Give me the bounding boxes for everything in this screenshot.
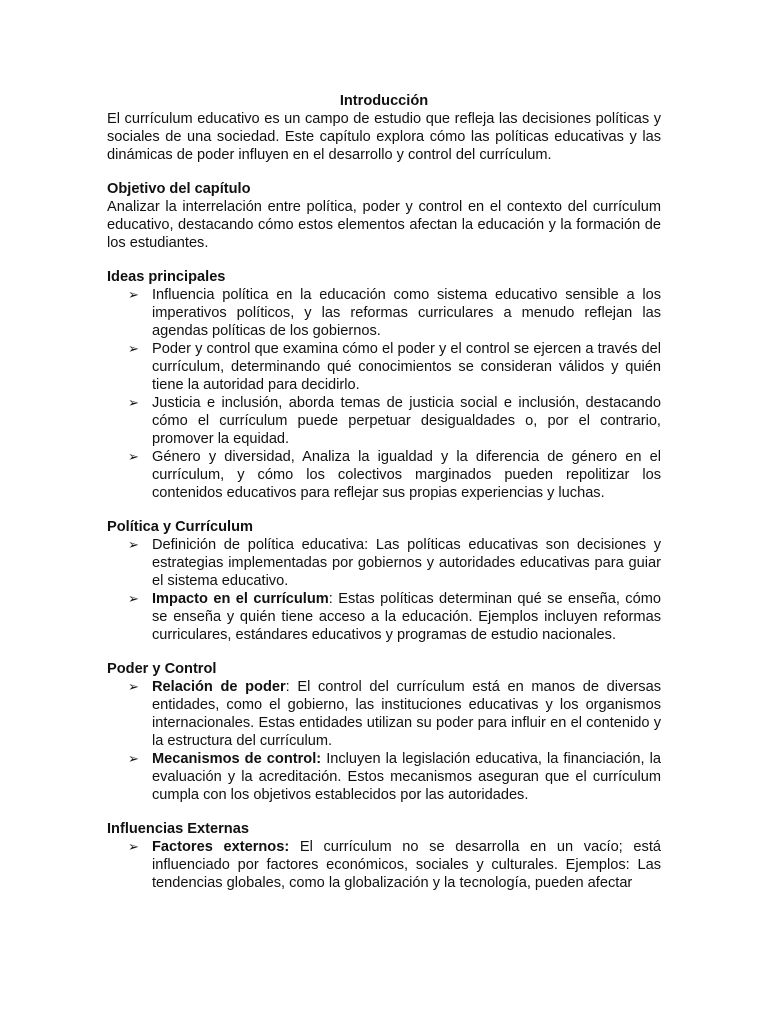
list-item-lead: Relación de poder bbox=[152, 679, 286, 695]
list-item bbox=[107, 340, 661, 394]
list-item bbox=[107, 590, 661, 644]
objective-paragraph: Analizar la interrelación entre política, poder y control en el contexto del currículum educativo, destacando cómo estos elementos afectan la educación y la formación de los estudiantes. bbox=[107, 199, 661, 251]
external-list bbox=[107, 838, 661, 892]
external-heading: Influencias Externas bbox=[107, 821, 249, 837]
power-list bbox=[107, 678, 661, 804]
list-item-text: Incluyen la legislación educativa, la financiación, la evaluación y la acreditación. Estos mecanismos aseguran que el currículum cumpla con los objetivos establecidos por las autoridades. bbox=[152, 751, 661, 803]
arrow-bullet-icon: ➢ bbox=[128, 395, 139, 410]
power-heading: Poder y Control bbox=[107, 661, 217, 677]
spacer bbox=[107, 644, 661, 660]
list-item bbox=[107, 394, 661, 448]
intro-title: Introducción bbox=[339, 93, 429, 109]
list-item-text: Definición de política educativa: Las políticas educativas son decisiones y estrategias implementadas por gobiernos y autoridades educativas para guiar el sistema educativo. bbox=[152, 537, 661, 589]
list-item-lead: Impacto en el currículum bbox=[152, 591, 329, 607]
list-item-text: El currículum no se desarrolla en un vacío; está influenciado por factores económicos, sociales y culturales. Ejemplos: Las tendencias globales, como la globalización y la tecnología, pueden afectar bbox=[152, 839, 661, 891]
list-item-text: Poder y control que examina cómo el poder y el control se ejercen a través del currículum, determinando qué conocimientos se consideran válidos y quién tiene la autoridad para decidirlo. bbox=[152, 341, 661, 393]
arrow-bullet-icon: ➢ bbox=[128, 751, 139, 766]
arrow-bullet-icon: ➢ bbox=[128, 591, 139, 606]
main-ideas-list bbox=[107, 286, 661, 502]
arrow-bullet-icon: ➢ bbox=[128, 449, 139, 464]
list-item bbox=[107, 838, 661, 892]
spacer bbox=[107, 252, 661, 268]
list-item-text: : El control del currículum está en manos de diversas entidades, como el gobierno, las instituciones educativas y los organismos internacionales. Estas entidades utilizan su poder para influir en el contenido y la estructura del currículum. bbox=[152, 679, 661, 749]
arrow-bullet-icon: ➢ bbox=[128, 679, 139, 694]
list-item-text: Justicia e inclusión, aborda temas de justicia social e inclusión, destacando cómo el currículum puede perpetuar desigualdades o, por el contrario, promover la equidad. bbox=[152, 395, 661, 447]
list-item bbox=[107, 448, 661, 502]
list-item bbox=[107, 286, 661, 340]
list-item bbox=[107, 678, 661, 750]
list-item bbox=[107, 536, 661, 590]
document-page bbox=[107, 92, 661, 892]
list-item-text: Género y diversidad, Analiza la igualdad y la diferencia de género en el currículum, y cómo los colectivos marginados pueden repolitizar los contenidos educativos para reflejar sus propias experiencias y luchas. bbox=[152, 449, 661, 501]
list-item-text: Influencia política en la educación como sistema educativo sensible a los imperativos políticos, y las reformas curriculares a menudo reflejan las agendas políticas de los gobiernos. bbox=[152, 287, 661, 339]
spacer bbox=[107, 804, 661, 820]
politics-list bbox=[107, 536, 661, 644]
list-item-lead: Factores externos: bbox=[152, 839, 290, 855]
arrow-bullet-icon: ➢ bbox=[128, 341, 139, 356]
list-item-lead: Mecanismos de control: bbox=[152, 751, 322, 767]
list-item-text: : Estas políticas determinan qué se enseña, cómo se enseña y quién tiene acceso a la educación. Ejemplos incluyen reformas curriculares, estándares educativos y programas de estudio nacionales. bbox=[152, 591, 661, 643]
list-item bbox=[107, 750, 661, 804]
spacer bbox=[107, 502, 661, 518]
arrow-bullet-icon: ➢ bbox=[128, 287, 139, 302]
politics-heading: Política y Currículum bbox=[107, 519, 253, 535]
arrow-bullet-icon: ➢ bbox=[128, 537, 139, 552]
intro-paragraph: El currículum educativo es un campo de estudio que refleja las decisiones políticas y sociales de una sociedad. Este capítulo explora cómo las políticas educativas y las dinámicas de poder influyen en el desarrollo y control del currículum. bbox=[107, 111, 661, 163]
spacer bbox=[107, 164, 661, 180]
main-ideas-heading: Ideas principales bbox=[107, 269, 226, 285]
objective-heading: Objetivo del capítulo bbox=[107, 181, 251, 197]
arrow-bullet-icon: ➢ bbox=[128, 839, 139, 854]
